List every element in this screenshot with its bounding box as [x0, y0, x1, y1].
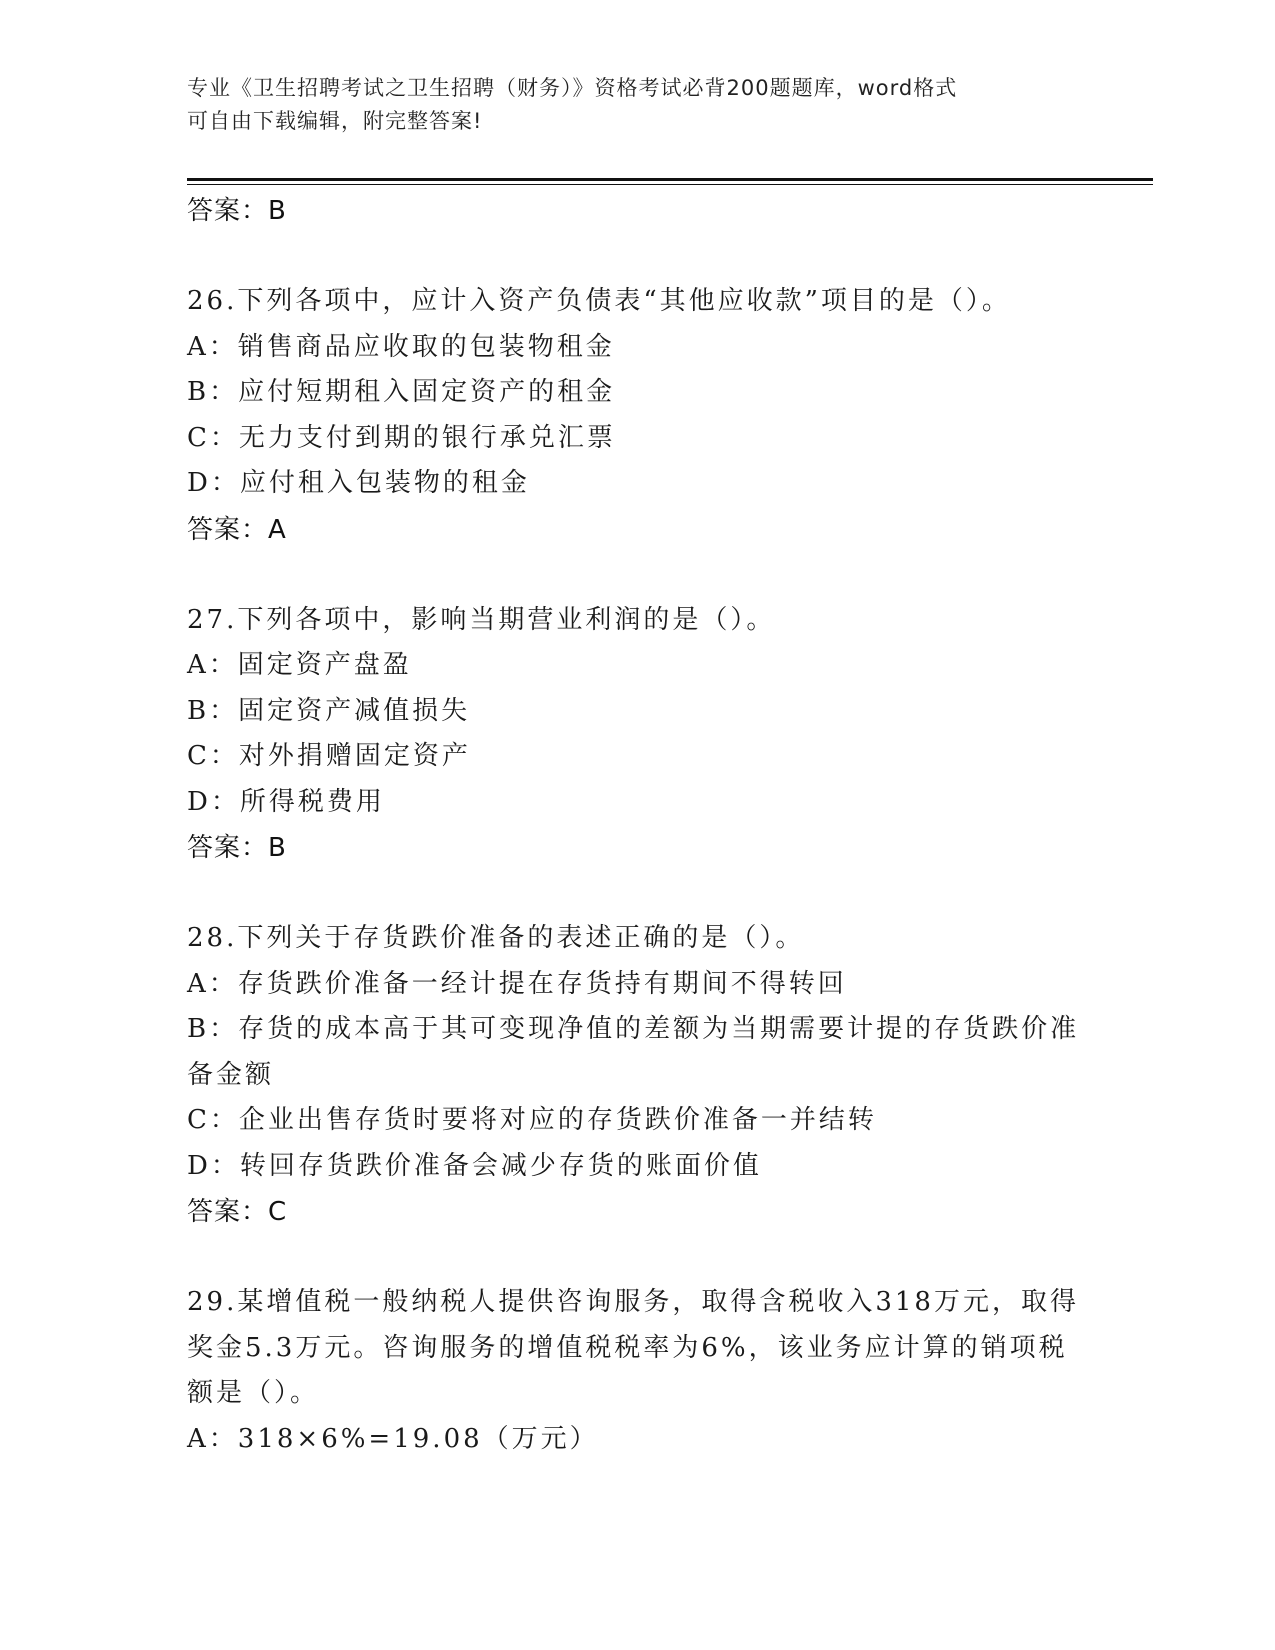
option-c: C：企业出售存货时要将对应的存货跌价准备一并结转: [187, 1105, 877, 1135]
question-28: [187, 916, 1087, 1235]
spacer: [187, 871, 1087, 916]
question-text: 26.下列各项中，应计入资产负债表“其他应收款”项目的是（）。: [187, 286, 1011, 316]
option-c: C：对外捐赠固定资产: [187, 741, 471, 771]
header-rule-thin: [187, 184, 1153, 185]
document-header: [187, 72, 1067, 138]
question-text: 28.下列关于存货跌价准备的表述正确的是（）。: [187, 923, 805, 953]
question-27: [187, 598, 1087, 872]
header-rule-thick: [187, 178, 1153, 181]
option-b: B：固定资产减值损失: [187, 695, 471, 726]
header-line-1: 专业《卫生招聘考试之卫生招聘（财务）》资格考试必背200题题库，word格式: [187, 76, 958, 100]
option-d: D：应付租入包装物的租金: [187, 468, 530, 498]
question-text-line-2: 奖金5.3万元。咨询服务的增值税税率为6%，该业务应计算的销项税: [187, 1332, 1068, 1363]
question-text-line-1: 29.某增值税一般纳税人提供咨询服务，取得含税收入318万元，取得: [187, 1287, 1079, 1317]
spacer: [187, 553, 1087, 598]
answer-line: 答案：B: [187, 196, 287, 226]
spacer: [187, 1235, 1087, 1280]
question-text: 27.下列各项中，影响当期营业利润的是（）。: [187, 604, 776, 635]
answer-line: 答案：B: [187, 833, 287, 863]
spacer: [187, 234, 1087, 279]
option-c: C：无力支付到期的银行承兑汇票: [187, 422, 616, 453]
option-b: B：应付短期租入固定资产的租金: [187, 377, 616, 407]
question-29: [187, 1280, 1087, 1462]
answer-line: 答案：A: [187, 514, 287, 545]
option-a: A：318×6%=19.08（万元）: [187, 1423, 599, 1454]
option-d: D：所得税费用: [187, 786, 385, 817]
option-b-line-2: 备金额: [187, 1059, 275, 1090]
option-a: A：固定资产盘盈: [187, 650, 412, 680]
option-a: A：存货跌价准备一经计提在存货持有期间不得转回: [187, 968, 847, 999]
answer-line: 答案：C: [187, 1197, 288, 1227]
question-list: [187, 188, 1087, 1462]
option-a: A：销售商品应收取的包装物租金: [187, 331, 615, 362]
option-b-line-1: B：存货的成本高于其可变现净值的差额为当期需要计提的存货跌价准: [187, 1014, 1080, 1044]
question-text-line-3: 额是（）。: [187, 1378, 320, 1408]
question-26: [187, 279, 1087, 553]
header-line-2: 可自由下载编辑，附完整答案!: [187, 109, 483, 133]
option-d: D：转回存货跌价准备会减少存货的账面价值: [187, 1150, 762, 1181]
